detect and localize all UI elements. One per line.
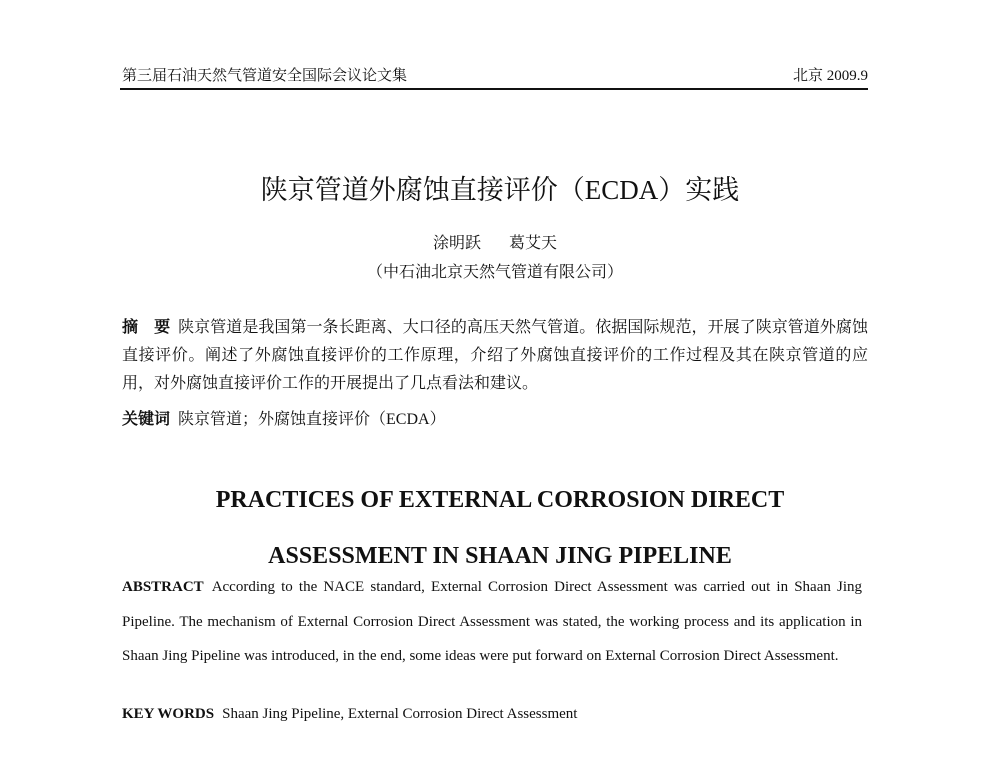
- header-rule: [120, 88, 868, 90]
- english-title-line-1: PRACTICES OF EXTERNAL CORROSION DIRECT: [215, 487, 785, 513]
- chinese-keywords-label: 关键词: [122, 411, 171, 428]
- running-header-date: 北京 2009.9: [792, 68, 868, 84]
- chinese-title: 陕京管道外腐蚀直接评价（ECDA）实践: [260, 175, 740, 205]
- chinese-keywords: [122, 406, 446, 429]
- english-keywords: [122, 706, 577, 723]
- english-abstract-label: ABSTRACT: [122, 579, 204, 595]
- affiliation: （中石油北京天然气管道有限公司）: [366, 264, 623, 281]
- english-abstract-text: According to the NACE standard, External Corrosion Direct Assessment was carried out in Shaan Jing Pipeline. The mechanism of External Corrosion Direct Assessment was stated, the working process and its application in Shaan Jing Pipeline was introduced, in the end, some ideas were put forward on External Corrosion Direct Assessment.: [122, 579, 862, 664]
- english-abstract: [122, 570, 862, 674]
- english-keywords-text: Shaan Jing Pipeline, External Corrosion Direct Assessment: [222, 706, 578, 722]
- authors: 涂明跃 葛艾天: [432, 235, 557, 252]
- chinese-abstract: [122, 314, 868, 398]
- english-keywords-label: KEY WORDS: [122, 706, 215, 722]
- chinese-keywords-text: 陕京管道；外腐蚀直接评价（ECDA）: [178, 411, 446, 428]
- chinese-abstract-label: 摘 要: [122, 319, 171, 336]
- running-header-proceedings: 第三届石油天然气管道安全国际会议论文集: [122, 68, 408, 84]
- chinese-abstract-text: 陕京管道是我国第一条长距离、大口径的高压天然气管道。依据国际规范，开展了陕京管道外腐蚀直接评价。阐述了外腐蚀直接评价的工作原理，介绍了外腐蚀直接评价的工作过程及其在陕京管道的应用，对外腐蚀直接评价工作的开展提出了几点看法和建议。: [122, 319, 868, 392]
- english-title: [0, 472, 1000, 584]
- english-title-line-2: ASSESSMENT IN SHAAN JING PIPELINE: [268, 543, 732, 569]
